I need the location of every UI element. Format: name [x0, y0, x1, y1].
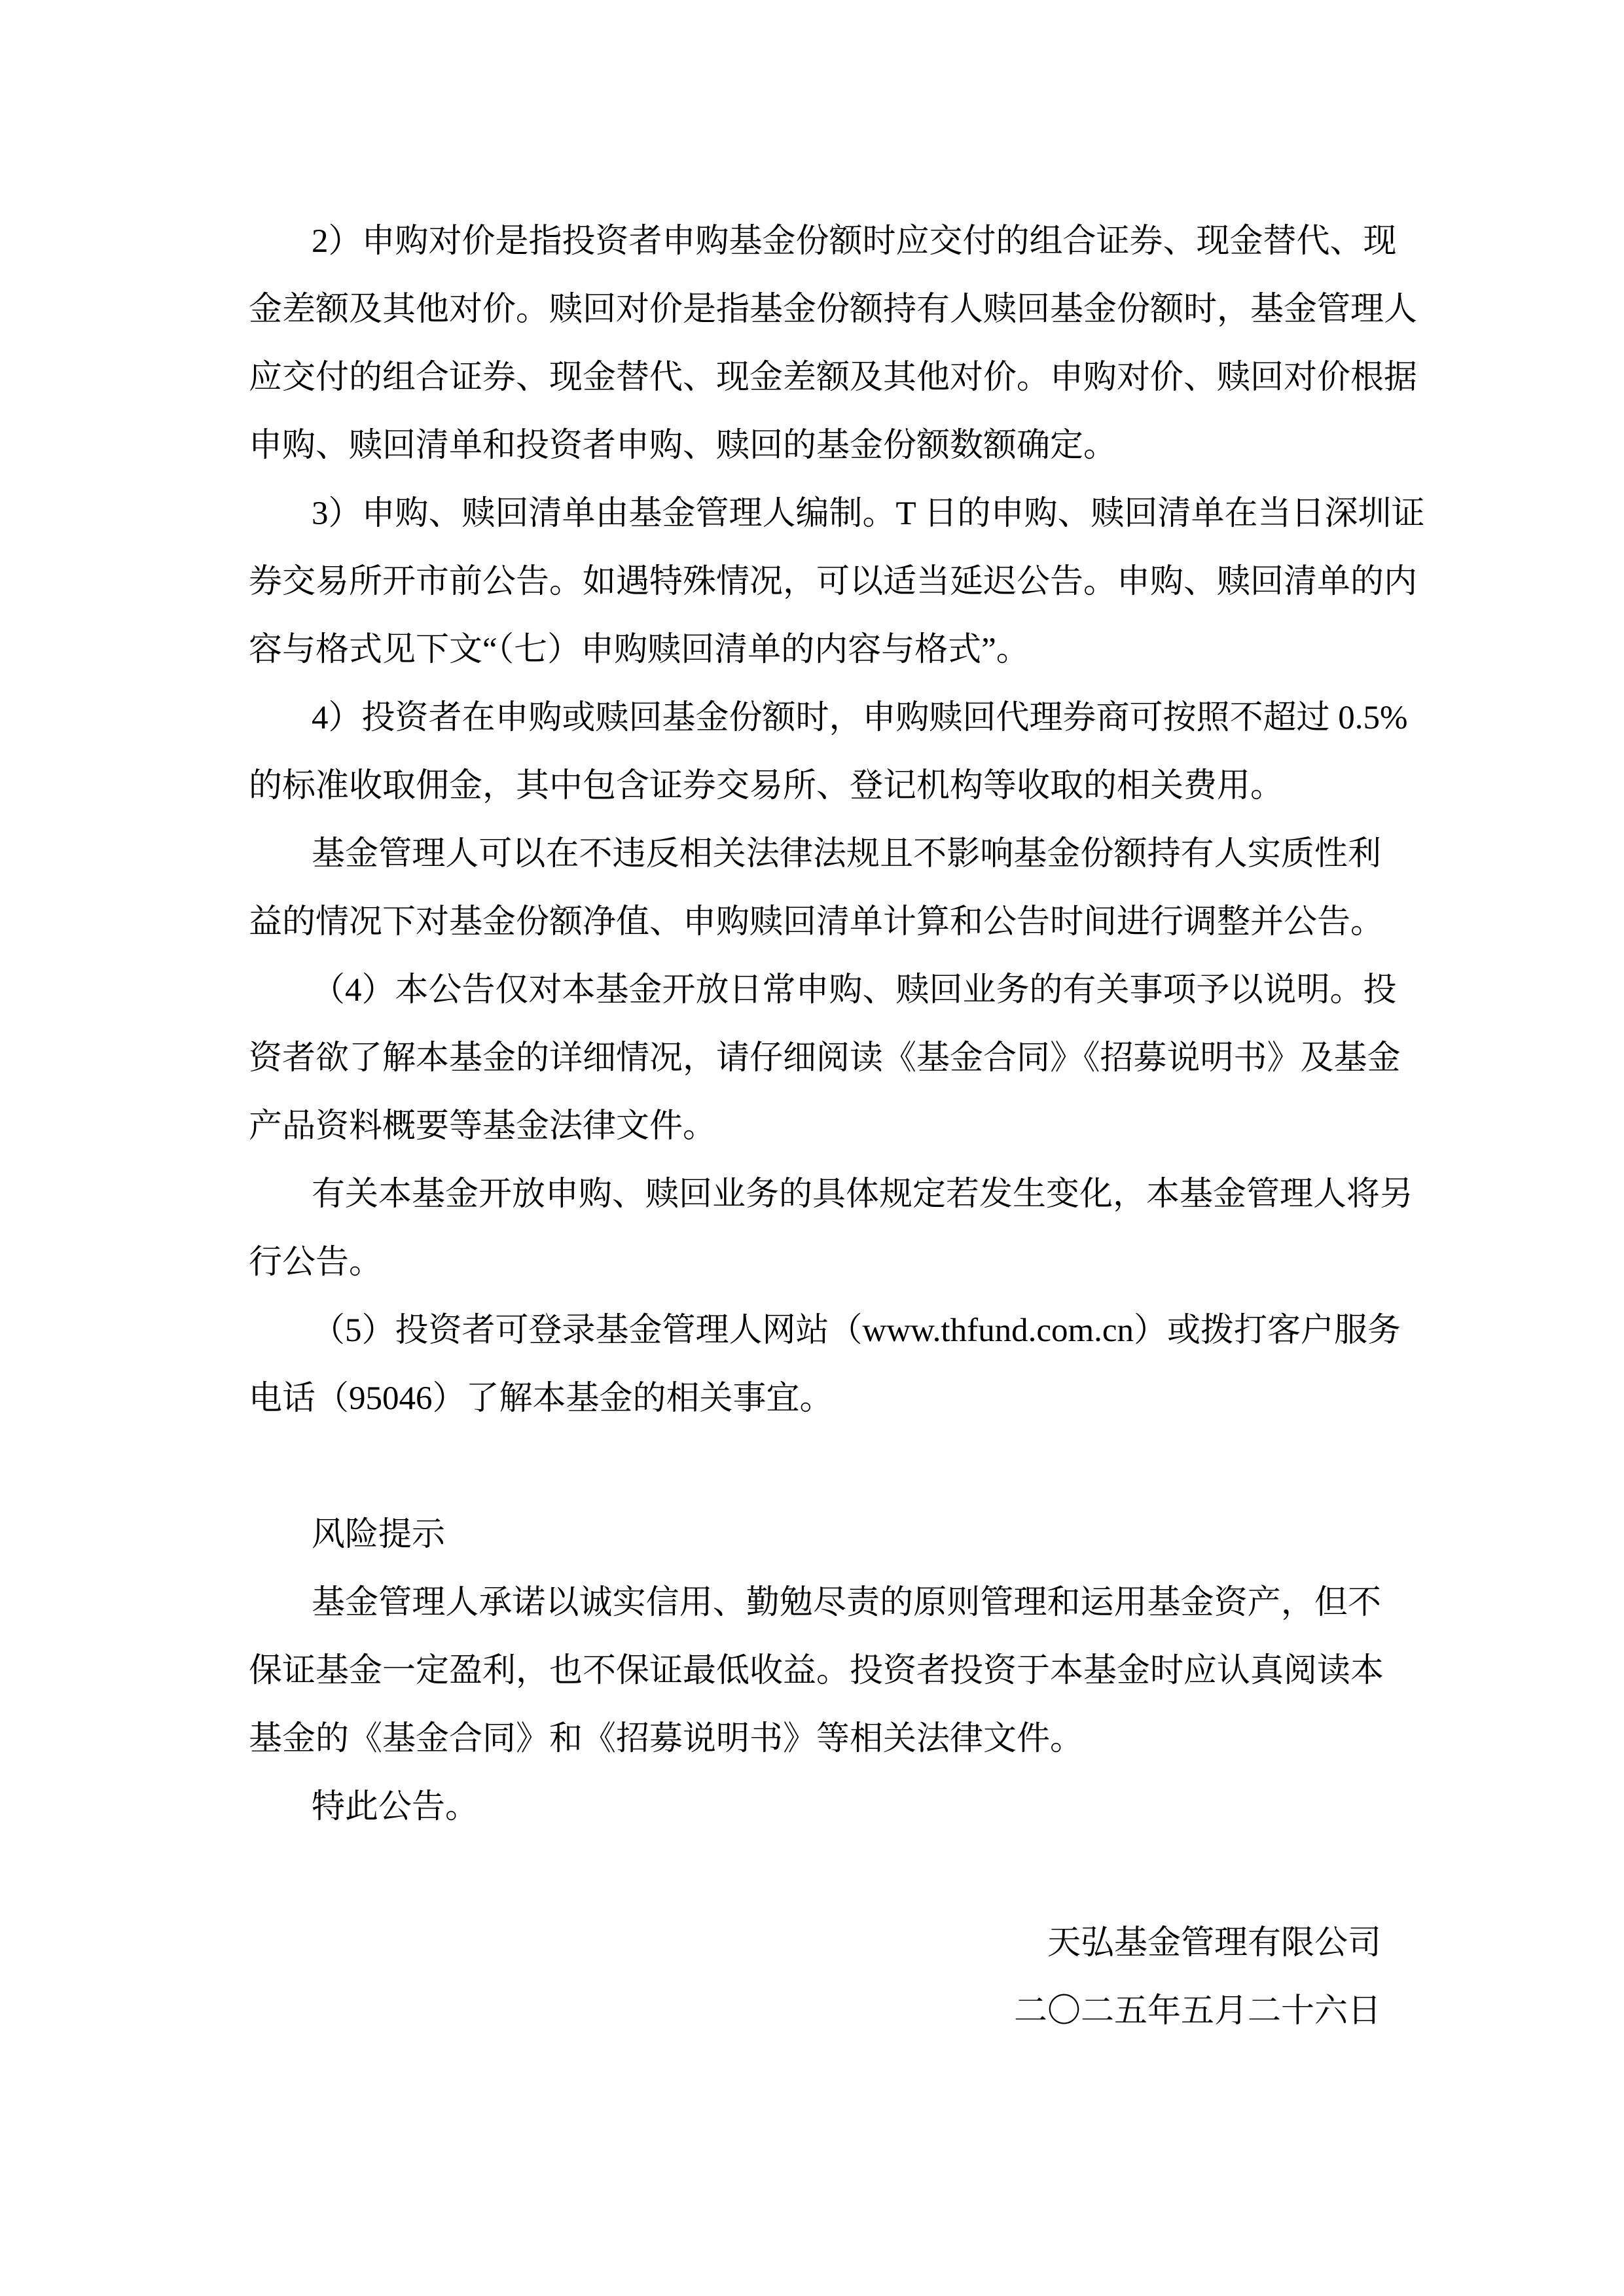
- body-line: 基金的《基金合同》和《招募说明书》等相关法律文件。: [249, 1721, 1084, 1757]
- body-line: 金差额及其他对价。赎回对价是指基金份额持有人赎回基金份额时，基金管理人: [249, 291, 1418, 328]
- risk-notice-heading: [249, 1501, 1381, 1569]
- paragraph: [249, 1297, 1401, 1433]
- body-line: 4）投资者在申购或赎回基金份额时，申购赎回代理券商可按照不超过 0.5%: [312, 700, 1408, 736]
- body-line: 3）申购、赎回清单由基金管理人编制。T 日的申购、赎回清单在当日深圳证: [312, 495, 1425, 532]
- body-line: 电话（95046）了解本基金的相关事宜。: [249, 1380, 833, 1417]
- body-line: 券交易所开市前公告。如遇特殊情况，可以适当延迟公告。申购、赎回清单的内: [249, 564, 1418, 600]
- body-line: 的标准收取佣金，其中包含证券交易所、登记机构等收取的相关费用。: [249, 768, 1284, 804]
- date-line: 二〇二五年五月二十六日: [1013, 1993, 1381, 2030]
- body-line: 容与格式见下文“（七）申购赎回清单的内容与格式”。: [249, 632, 1030, 668]
- body-line: 产品资料概要等基金法律文件。: [249, 1108, 717, 1145]
- paragraph: [249, 1160, 1414, 1297]
- body-line: 基金管理人可以在不违反相关法律法规且不影响基金份额持有人实质性利: [312, 836, 1381, 872]
- paragraph: [249, 684, 1408, 820]
- body-line: 申购、赎回清单和投资者申购、赎回的基金份额数额确定。: [249, 427, 1117, 464]
- body-line: 应交付的组合证券、现金替代、现金差额及其他对价。申购对价、赎回对价根据: [249, 359, 1418, 396]
- body-line: 风险提示: [312, 1516, 446, 1553]
- body-line: 特此公告。: [312, 1789, 479, 1825]
- signature-line: 天弘基金管理有限公司: [1047, 1925, 1381, 1962]
- body-line: 2）申购对价是指投资者申购基金份额时应交付的组合证券、现金替代、现: [312, 223, 1397, 260]
- body-line: 资者欲了解本基金的详细情况，请仔细阅读《基金合同》《招募说明书》及基金: [249, 1040, 1401, 1077]
- signature-block: [249, 1909, 1381, 2045]
- paragraph: [249, 956, 1401, 1160]
- paragraph: [249, 480, 1425, 684]
- body-line: 保证基金一定盈利，也不保证最低收益。投资者投资于本基金时应认真阅读本: [249, 1653, 1384, 1689]
- document-body: [249, 207, 1425, 2045]
- body-line: 行公告。: [249, 1244, 383, 1281]
- closing-line: [249, 1773, 1381, 1841]
- paragraph: [249, 820, 1384, 956]
- paragraph: [249, 1569, 1384, 1773]
- paragraph: [249, 207, 1418, 480]
- body-line: （4）本公告仅对本基金开放日常申购、赎回业务的有关事项予以说明。投: [312, 972, 1397, 1009]
- body-line: 有关本基金开放申购、赎回业务的具体规定若发生变化，本基金管理人将另: [312, 1176, 1414, 1213]
- body-line: （5）投资者可登录基金管理人网站（www.thfund.com.cn）或拨打客户服务: [312, 1312, 1401, 1349]
- body-line: 基金管理人承诺以诚实信用、勤勉尽责的原则管理和运用基金资产，但不: [312, 1585, 1381, 1621]
- body-line: 益的情况下对基金份额净值、申购赎回清单计算和公告时间进行调整并公告。: [249, 904, 1384, 941]
